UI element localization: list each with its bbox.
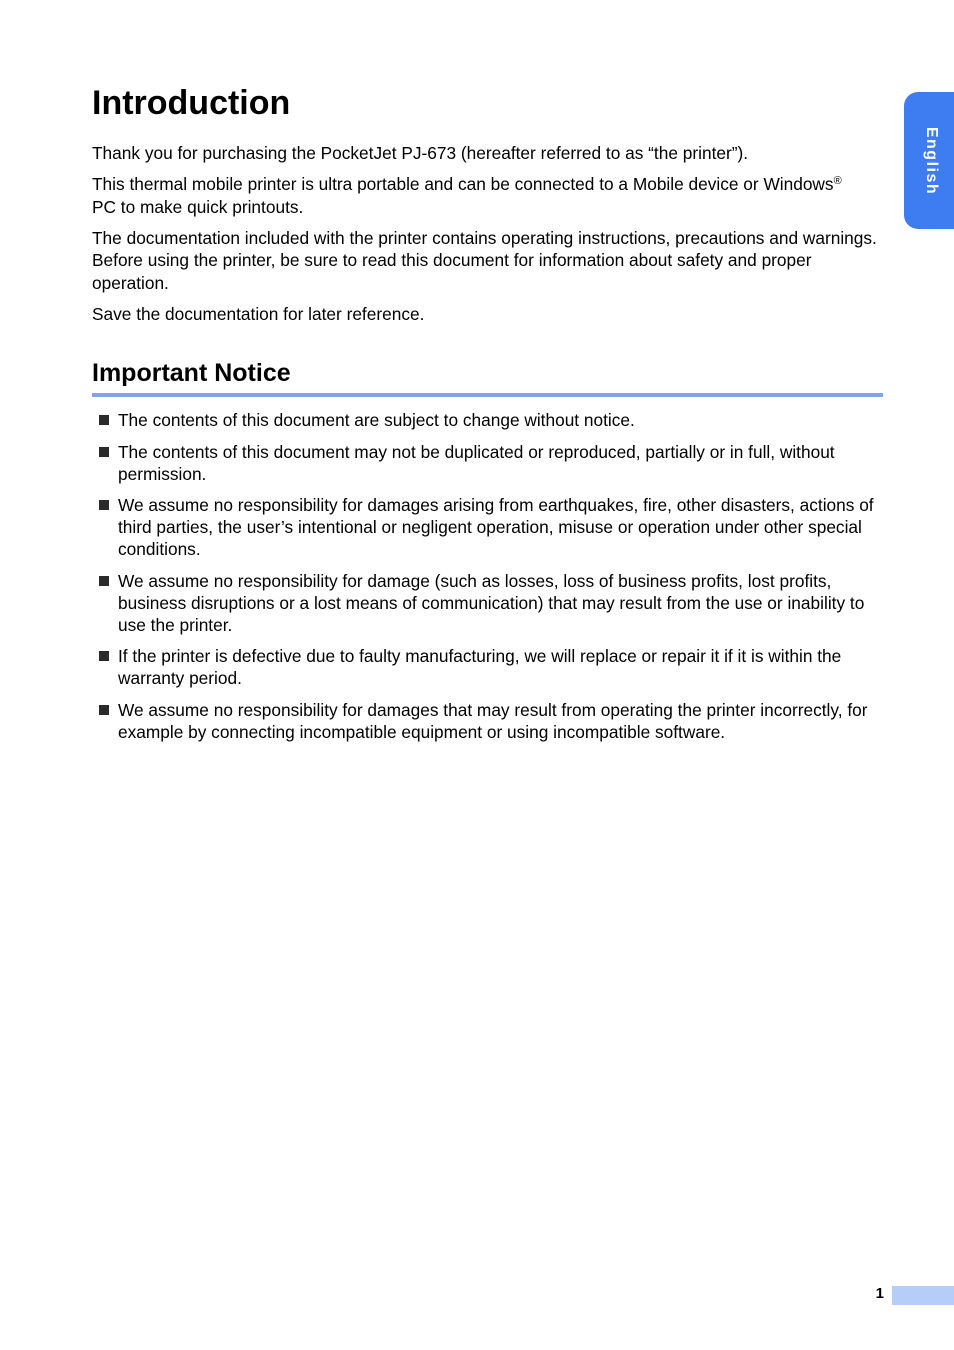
page-number: 1 (875, 1285, 884, 1302)
square-bullet-icon (99, 500, 109, 510)
page-title: Introduction (92, 84, 291, 122)
list-item-text: If the printer is defective due to faulty manufacturing, we will replace or repair it if it is within the warranty period. (118, 646, 842, 688)
square-bullet-icon (99, 651, 109, 661)
notice-list (97, 409, 883, 752)
list-item (97, 570, 883, 636)
page-number-bar (892, 1286, 954, 1305)
language-tab-label: English (923, 126, 940, 196)
intro-paragraph-2-continuation: PC to make quick printouts. (92, 196, 304, 217)
list-item-text: We assume no responsibility for damages arising from earthquakes, fire, other disasters, actions of third parties, the user’s intentional or negligent operation, misuse or operation under other special conditions. (118, 495, 874, 559)
list-item-text: The contents of this document are subject to change without notice. (118, 410, 635, 430)
square-bullet-icon (99, 415, 109, 425)
intro-paragraph-1: Thank you for purchasing the PocketJet PJ-673 (hereafter referred to as “the printer”). (92, 143, 749, 163)
registered-mark: ® (833, 175, 842, 187)
list-item (97, 699, 883, 743)
list-item-text: The contents of this document may not be duplicated or reproduced, partially or in full, without permission. (118, 441, 835, 484)
intro-section (92, 142, 884, 334)
list-item (97, 441, 883, 485)
list-item (97, 409, 883, 431)
list-item (97, 494, 883, 560)
square-bullet-icon (99, 447, 109, 457)
list-item (97, 645, 883, 689)
intro-paragraph-2 (92, 173, 884, 218)
list-item-text: We assume no responsibility for damages that may result from operating the printer incorrectly, for example by connecting incompatible equipment or using incompatible software. (118, 699, 868, 742)
intro-paragraph-3: The documentation included with the printer contains operating instructions, precautions and warnings. Before using the printer, be sure to read this document for information about safety and proper operation. (92, 227, 877, 293)
section-heading-important-notice: Important Notice (92, 356, 883, 397)
square-bullet-icon (99, 576, 109, 586)
square-bullet-icon (99, 705, 109, 715)
intro-paragraph-4: Save the documentation for later reference. (92, 303, 425, 324)
intro-paragraph-2-text: This thermal mobile printer is ultra portable and can be connected to a Mobile device or Windows (92, 174, 834, 194)
list-item-text: We assume no responsibility for damage (such as losses, loss of business profits, lost profits, business disruptions or a lost means of communication) that may result from the use or inability to use the printer. (118, 570, 865, 635)
